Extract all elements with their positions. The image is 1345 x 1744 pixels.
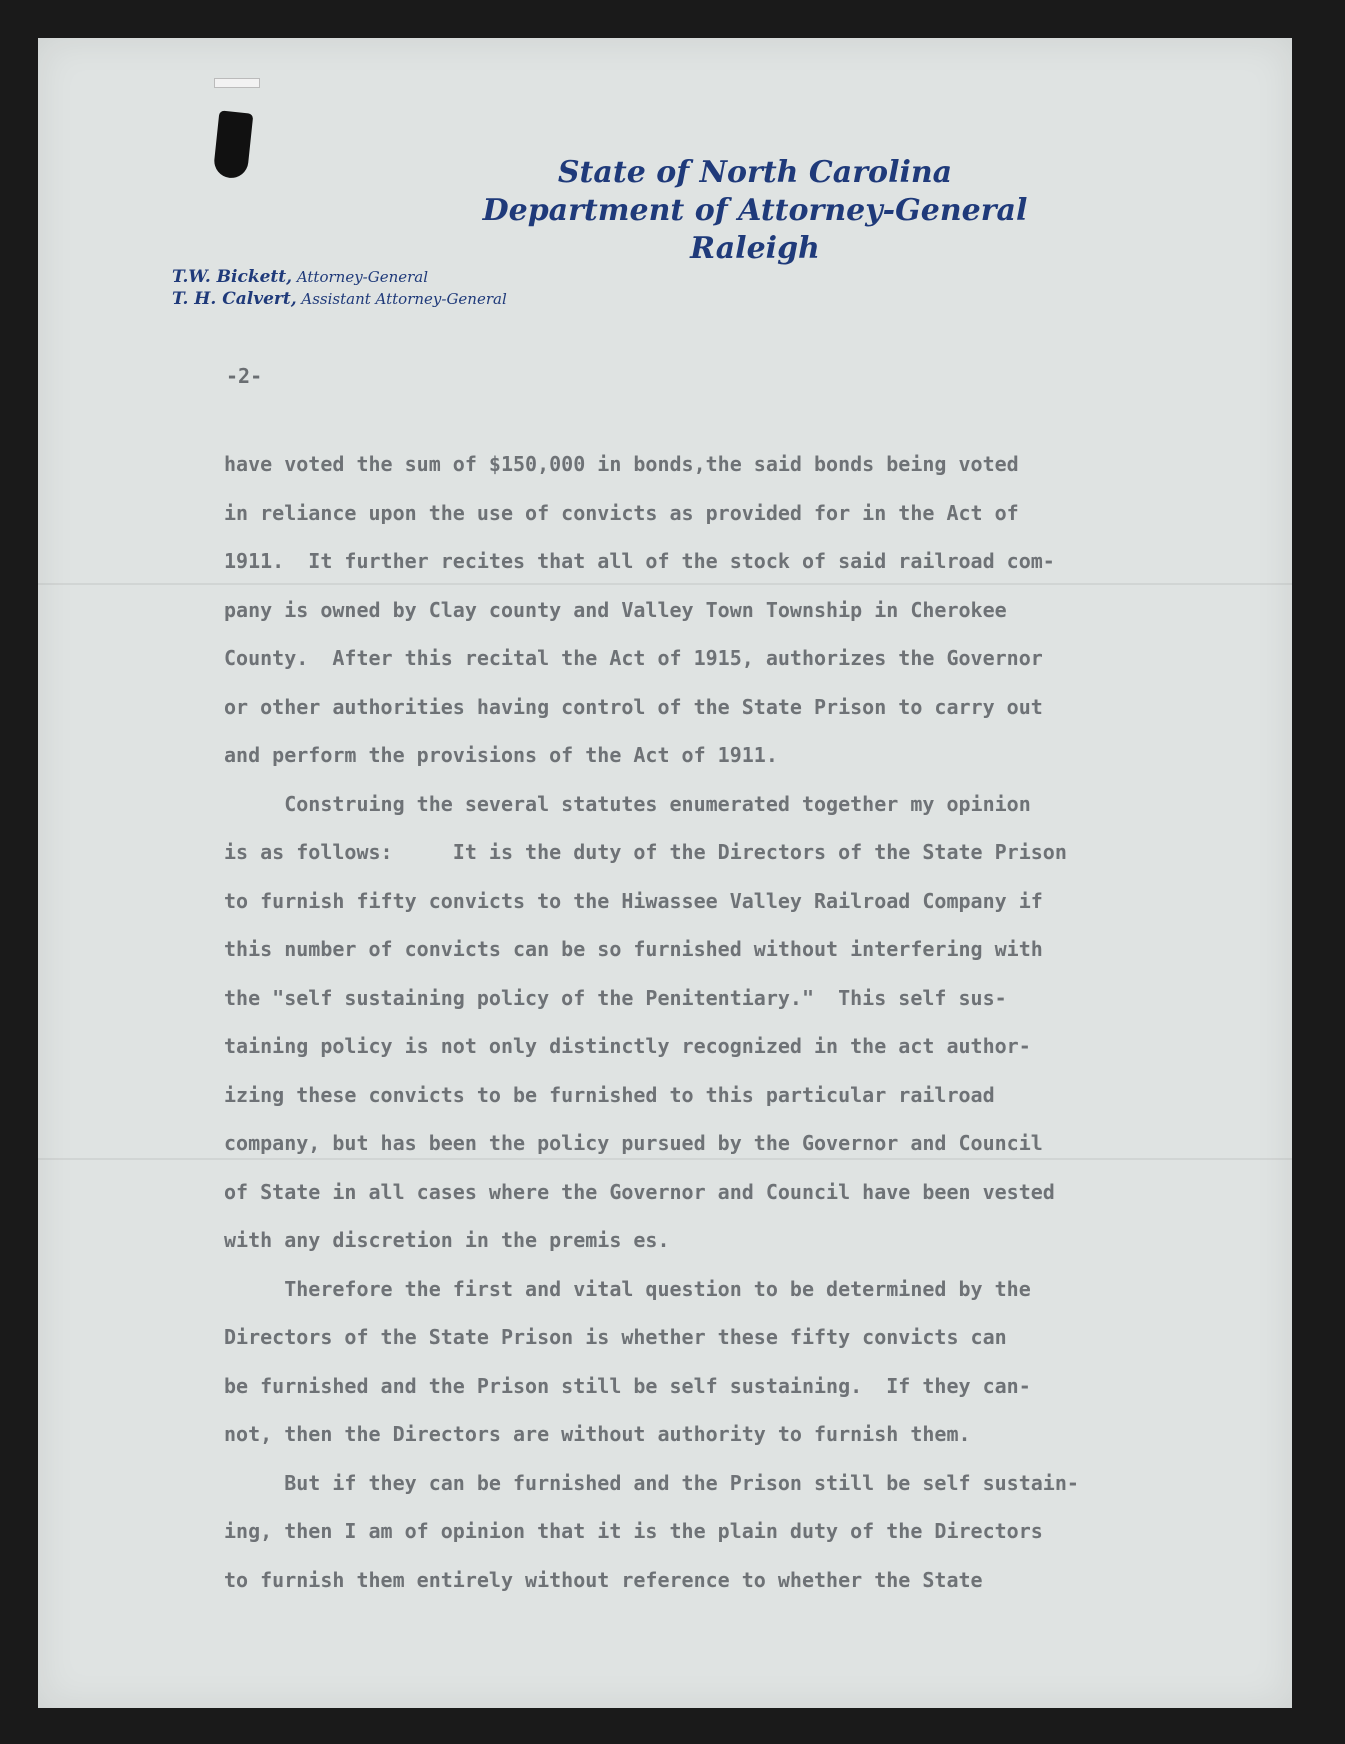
body-line: be furnished and the Prison still be self sustaining. If they can- — [224, 1373, 1031, 1398]
body-line: or other authorities having control of the State Prison to carry out — [224, 694, 1043, 719]
official-entry — [172, 288, 507, 310]
official-name: T. H. Calvert, — [172, 289, 297, 309]
page-number: -2- — [226, 364, 263, 388]
staple-mark — [214, 78, 260, 88]
letterhead — [38, 154, 1292, 268]
official-entry — [172, 266, 507, 288]
letterhead-department: Department of Attorney-General — [482, 193, 1028, 228]
body-line: company, but has been the policy pursued by the Governor and Council — [224, 1131, 1043, 1155]
official-name: T.W. Bickett, — [172, 267, 293, 287]
letter-page — [38, 38, 1292, 1708]
body-line: 1911. It further recites that all of the stock of said railroad com- — [224, 549, 1055, 573]
body-line: in reliance upon the use of convicts as provided for in the Act of — [224, 500, 1019, 525]
body-line: County. After this recital the Act of 1915, authorizes the Governor — [224, 646, 1043, 670]
body-line: to furnish fifty convicts to the Hiwassee Valley Railroad Company if — [224, 888, 1043, 913]
body-line: Directors of the State Prison is whether these fifty convicts can — [224, 1325, 1007, 1349]
body-line: ing, then I am of opinion that it is the plain duty of the Directors — [224, 1519, 1043, 1543]
body-line: and perform the provisions of the Act of 1911. — [224, 743, 778, 767]
body-line: have voted the sum of $150,000 in bonds,the said bonds being voted — [224, 452, 1019, 476]
letterhead-state: State of North Carolina — [557, 155, 953, 190]
body-line: pany is owned by Clay county and Valley Town Township in Cherokee — [224, 597, 1007, 622]
official-title: Attorney-General — [292, 268, 429, 286]
body-line: to furnish them entirely without reference to whether the State — [224, 1567, 983, 1592]
body-line: taining policy is not only distinctly recognized in the act author- — [224, 1034, 1031, 1058]
body-line: Therefore the first and vital question to be determined by the — [224, 1276, 1031, 1301]
body-line: is as follows: It is the duty of the Directors of the State Prison — [224, 840, 1067, 864]
body-line: But if they can be furnished and the Prison still be self sustain- — [224, 1470, 1079, 1495]
letter-body — [224, 440, 1304, 1604]
letterhead-city: Raleigh — [690, 231, 820, 266]
body-line: with any discretion in the premis es. — [224, 1228, 670, 1252]
body-line: Construing the several statutes enumerated together my opinion — [224, 791, 1031, 816]
body-line: this number of convicts can be so furnished without interfering with — [224, 937, 1043, 961]
body-line: izing these convicts to be furnished to this particular railroad — [224, 1082, 995, 1107]
body-line: of State in all cases where the Governor and Council have been vested — [224, 1179, 1055, 1204]
official-title: Assistant Attorney-General — [296, 290, 507, 308]
officials-list — [172, 266, 507, 310]
body-line: the "self sustaining policy of the Penitentiary." This self sus- — [224, 985, 1007, 1010]
body-line: not, then the Directors are without authority to furnish them. — [224, 1422, 971, 1446]
